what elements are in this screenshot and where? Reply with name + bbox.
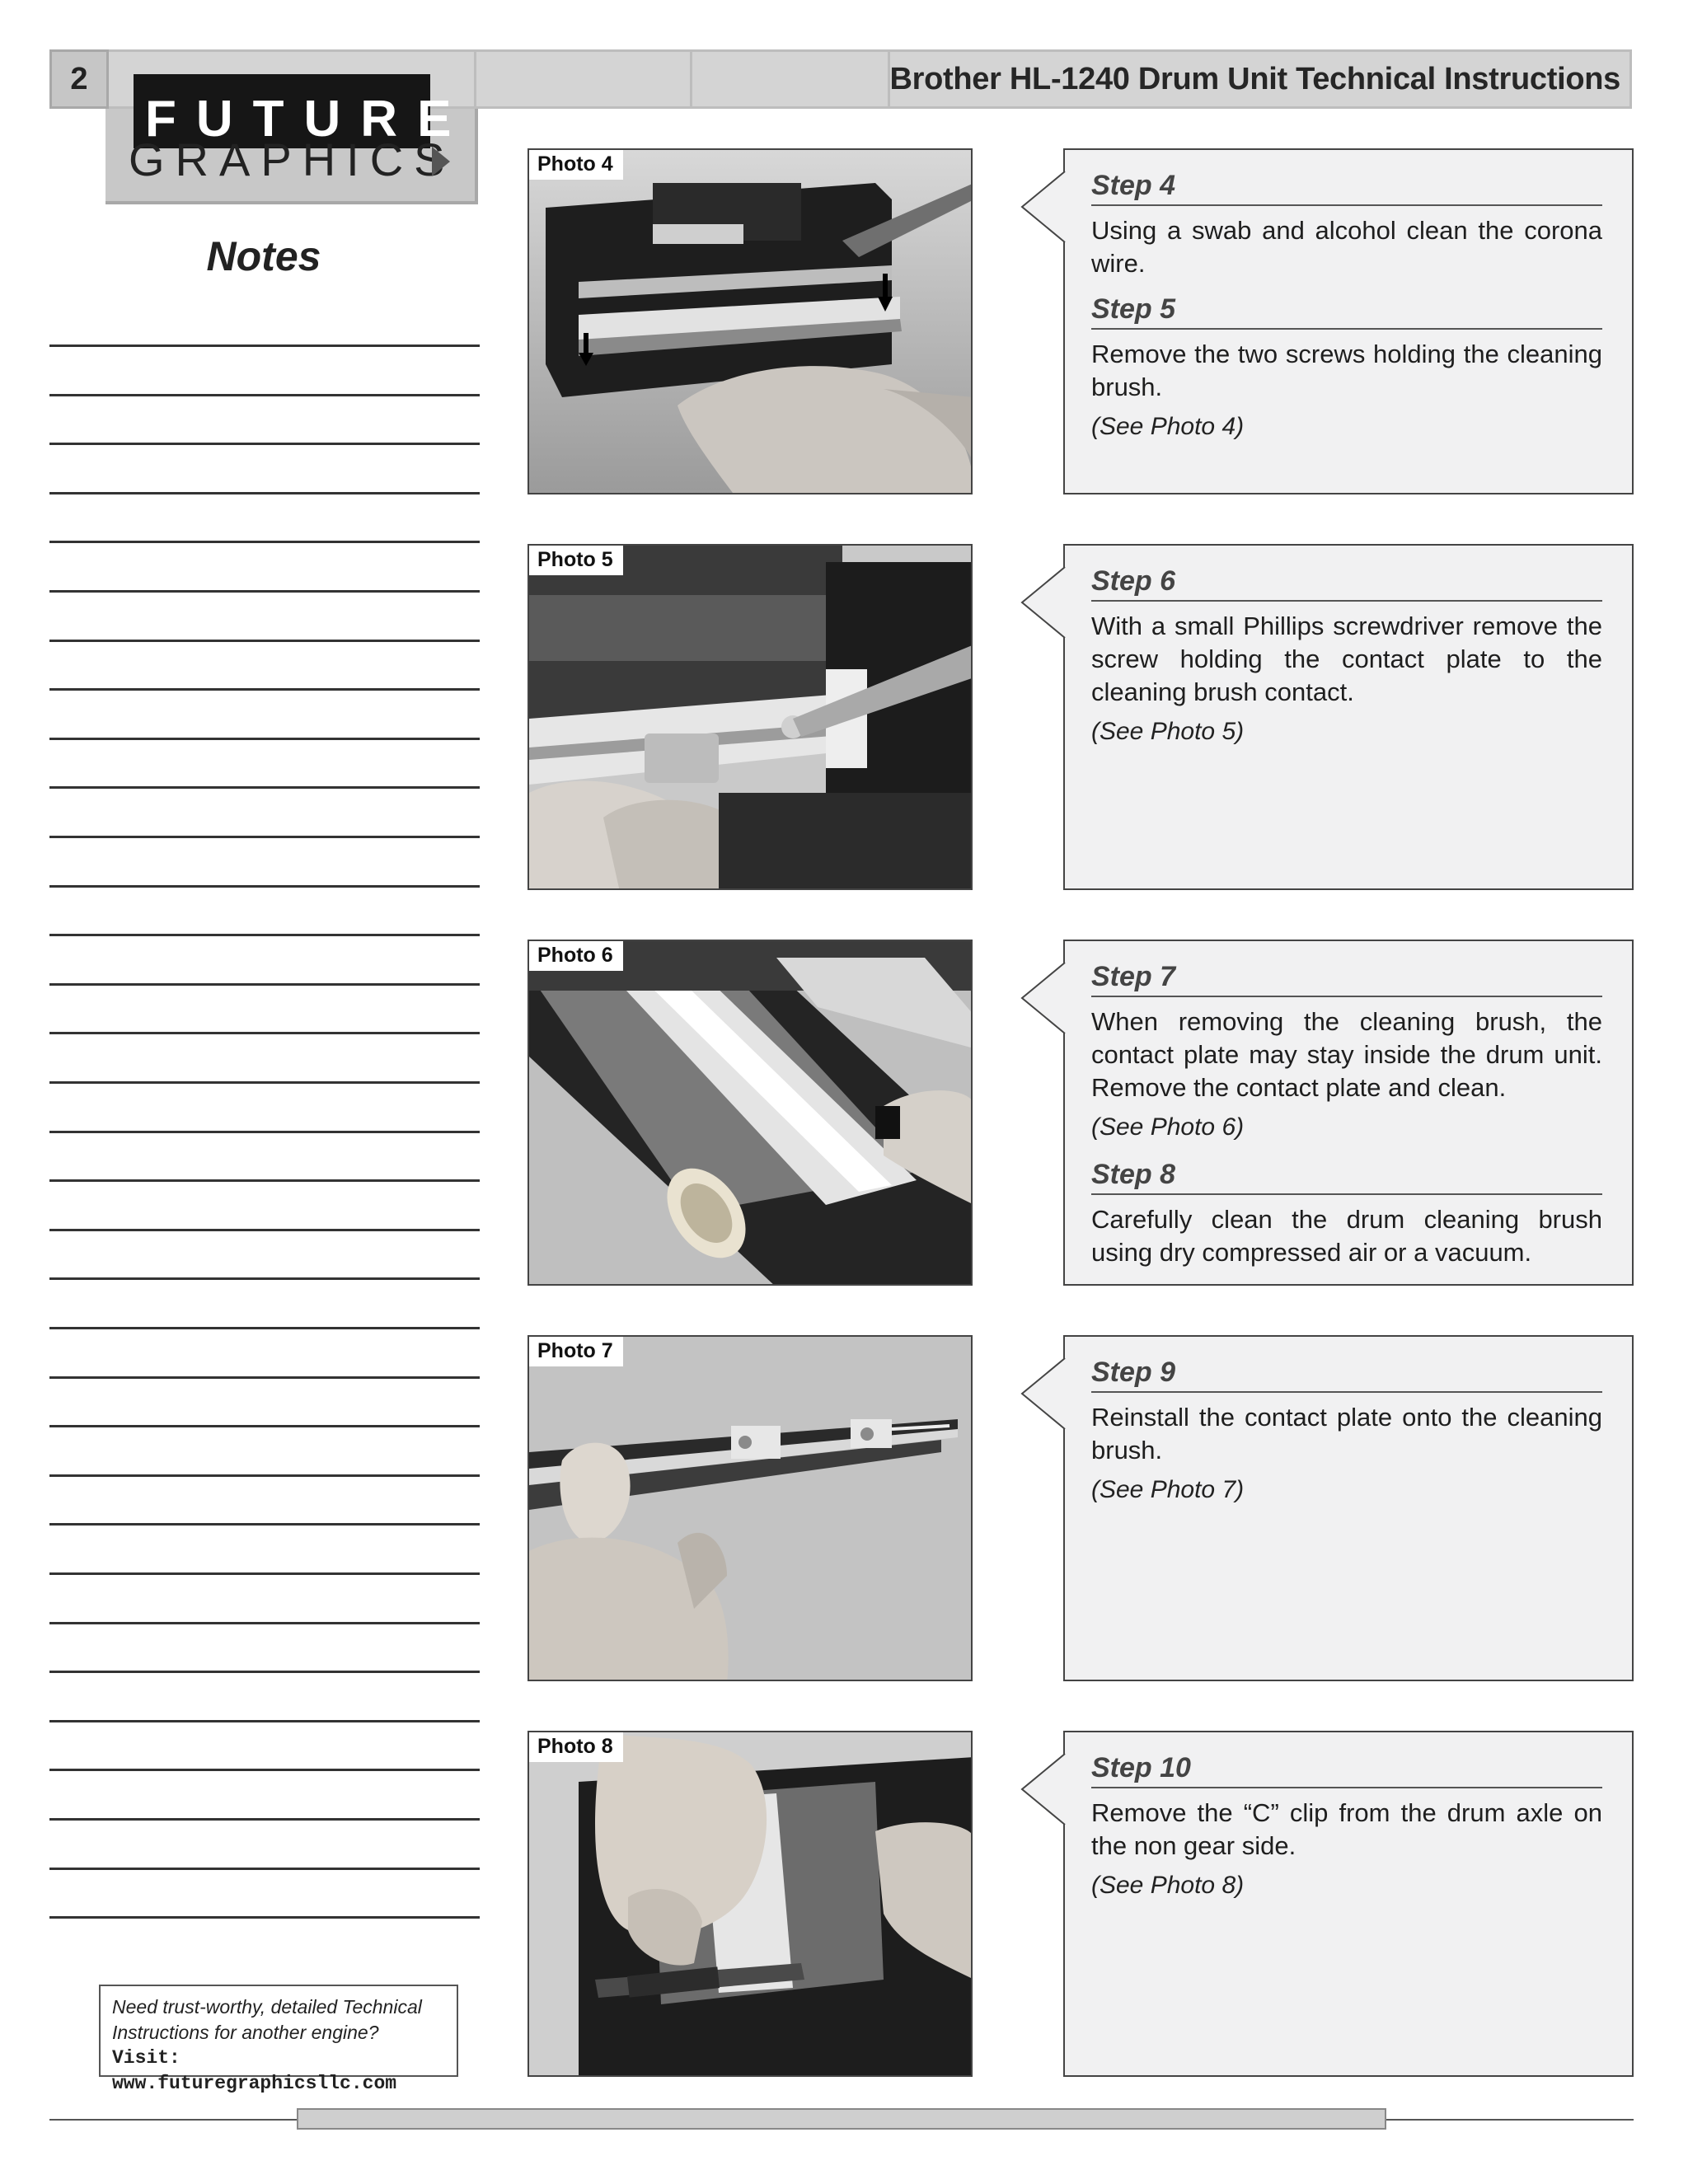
note-line xyxy=(49,1229,480,1231)
step-box xyxy=(1063,1731,1634,2077)
note-line xyxy=(49,1131,480,1133)
note-line xyxy=(49,1622,480,1624)
header-divider xyxy=(690,52,692,106)
step-heading: Step 5 xyxy=(1091,292,1602,330)
step-spacer xyxy=(1091,1269,1602,1281)
step-text: Remove the two screws holding the cleaning brush. xyxy=(1091,340,1602,401)
step-spacer xyxy=(1091,280,1602,292)
note-line xyxy=(49,1671,480,1673)
step-heading: Step 8 xyxy=(1091,1157,1602,1195)
photo-label: Photo 4 xyxy=(529,150,623,180)
step-text: With a small Phillips screwdriver remove the screw holding the contact plate to the cleaning brush contact. xyxy=(1091,612,1602,706)
header-divider xyxy=(474,52,476,106)
note-line xyxy=(49,1277,480,1280)
visit-text: Need trust-worthy, detailed Technical xyxy=(112,1996,422,2018)
step-heading: Step 10 xyxy=(1091,1750,1602,1788)
callout-pointer-icon xyxy=(1022,1358,1065,1429)
logo-graphics-text: GRAPHICS xyxy=(129,134,456,185)
photo-label: Photo 8 xyxy=(529,1732,623,1762)
note-line xyxy=(49,983,480,986)
photo-reference: (See Photo 6) xyxy=(1091,1113,1245,1141)
note-line xyxy=(49,1818,480,1821)
note-line xyxy=(49,541,480,543)
photo-5 xyxy=(528,544,973,890)
photo-6 xyxy=(528,940,973,1286)
step-box xyxy=(1063,544,1634,890)
footer-bar xyxy=(297,2108,1386,2130)
note-line xyxy=(49,1572,480,1575)
visit-url-link[interactable]: Visit: www.futuregraphicsllc.com xyxy=(112,2047,397,2094)
callout-pointer-icon xyxy=(1022,567,1065,638)
note-line xyxy=(49,688,480,691)
step-text: Using a swab and alcohol clean the corona wire. xyxy=(1091,216,1602,278)
step-box xyxy=(1063,940,1634,1286)
note-line xyxy=(49,1769,480,1771)
photo-reference: (See Photo 8) xyxy=(1091,1872,1245,1899)
step-heading: Step 7 xyxy=(1091,959,1602,997)
note-line xyxy=(49,590,480,593)
notes-title: Notes xyxy=(206,233,321,279)
callout-pointer-icon xyxy=(1022,171,1065,242)
photo-label: Photo 7 xyxy=(529,1337,623,1366)
note-line xyxy=(49,1720,480,1722)
step-text: When removing the cleaning brush, the contact plate may stay inside the drum unit. Remove the contact plate and clean. xyxy=(1091,1007,1602,1102)
note-line xyxy=(49,1032,480,1034)
logo-future-text: FUTURE xyxy=(145,91,471,148)
step-heading: Step 6 xyxy=(1091,564,1602,602)
photo-label: Photo 6 xyxy=(529,941,623,971)
note-line xyxy=(49,394,480,396)
step-heading: Step 4 xyxy=(1091,168,1602,206)
note-line xyxy=(49,1327,480,1329)
note-line xyxy=(49,344,480,347)
note-line xyxy=(49,1179,480,1182)
note-line xyxy=(49,640,480,642)
photo-4 xyxy=(528,148,973,494)
step-heading: Step 9 xyxy=(1091,1355,1602,1393)
note-line xyxy=(49,1376,480,1379)
step-text: Reinstall the contact plate onto the cleaning brush. xyxy=(1091,1403,1602,1465)
note-line xyxy=(49,1868,480,1870)
logo-arrow-icon xyxy=(432,147,450,176)
note-line xyxy=(49,1474,480,1477)
step-text: Carefully clean the drum cleaning brush using dry compressed air or a vacuum. xyxy=(1091,1205,1602,1267)
note-line xyxy=(49,1523,480,1526)
photo-7 xyxy=(528,1335,973,1681)
note-line xyxy=(49,443,480,445)
note-line xyxy=(49,1425,480,1427)
callout-pointer-icon xyxy=(1022,963,1065,1033)
note-line xyxy=(49,934,480,936)
step-box xyxy=(1063,148,1634,494)
note-line xyxy=(49,492,480,494)
photo-label: Photo 5 xyxy=(529,546,623,575)
step-box xyxy=(1063,1335,1634,1681)
note-line xyxy=(49,836,480,838)
photo-reference: (See Photo 4) xyxy=(1091,413,1245,440)
document-title: Brother HL-1240 Drum Unit Technical Instructions xyxy=(889,61,1620,96)
photo-8 xyxy=(528,1731,973,2077)
note-line xyxy=(49,885,480,888)
page-number: 2 xyxy=(49,49,109,109)
note-line xyxy=(49,1081,480,1084)
photo-reference: (See Photo 7) xyxy=(1091,1476,1245,1503)
callout-pointer-icon xyxy=(1022,1754,1065,1825)
visit-box xyxy=(99,1985,458,2094)
note-line xyxy=(49,738,480,740)
visit-text: Instructions for another engine? xyxy=(112,2022,379,2043)
note-line xyxy=(49,786,480,789)
step-text: Remove the “C” clip from the drum axle on the non gear side. xyxy=(1091,1798,1602,1860)
note-line xyxy=(49,1916,480,1919)
photo-reference: (See Photo 5) xyxy=(1091,718,1245,745)
